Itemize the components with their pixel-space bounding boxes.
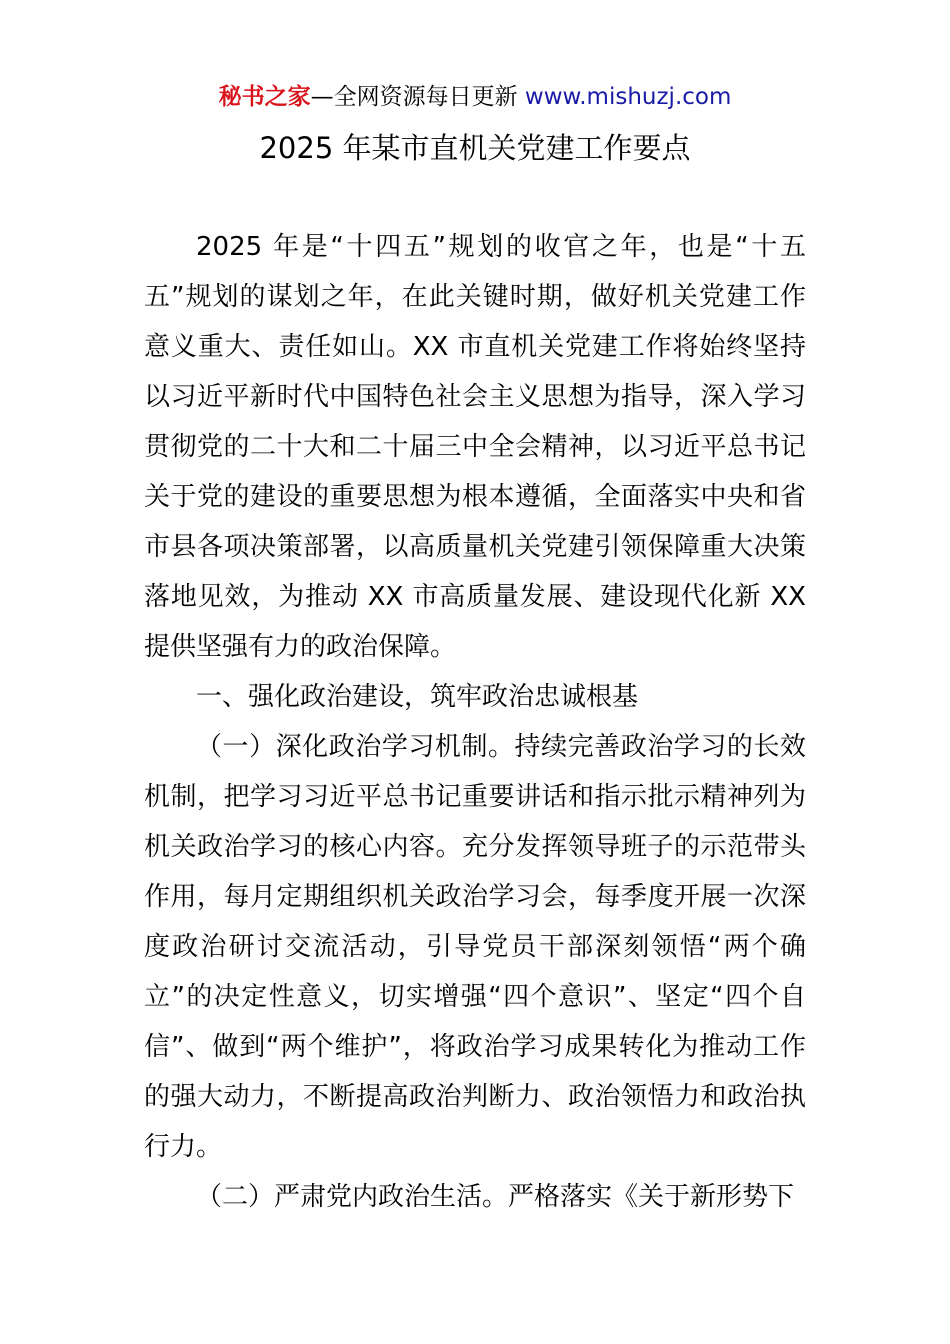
subsection-paragraph: （一）深化政治学习机制。持续完善政治学习的长效机制，把学习习近平总书记重要讲话和指示批示精神列为机关政治学习的核心内容。充分发挥领导班子的示范带头作用，每月定期组织机关政治学习会，每季度开展一次深度政治研讨交流活动，引导党员干部深刻领悟“两个确立”的决定性意义，切实增强“四个意识”、坚定“四个自信”、做到“两个维护”，将政治学习成果转化为推动工作的强大动力，不断提高政治判断力、政治领悟力和政治执行力。 — [144, 732, 806, 1162]
site-header — [0, 80, 950, 114]
subsection-paragraph: （二）严肃党内政治生活。严格落实《关于新形势下 — [196, 1182, 795, 1212]
intro-paragraph: 2025 年是“十四五”规划的收官之年，也是“十五五”规划的谋划之年，在此关键时期，做好机关党建工作意义重大、责任如山。XX 市直机关党建工作将始终坚持以习近平新时代中国特色社会主义思想为指导，深入学习贯彻党的二十大和二十届三中全会精神，以习近平总书记关于党的建设的重要思想为根本遵循，全面落实中央和省市县各项决策部署，以高质量机关党建引领保障重大决策落地见效，为推动 XX 市高质量发展、建设现代化新 XX 提供坚强有力的政治保障。 — [144, 232, 806, 662]
site-brand: 秘书之家 — [218, 84, 311, 110]
document-title: 2025 年某市直机关党建工作要点 — [259, 131, 691, 165]
document-body — [144, 222, 806, 1222]
site-url-link[interactable]: www.mishuzj.com — [524, 84, 732, 110]
section-heading: 一、强化政治建设，筑牢政治忠诚根基 — [196, 682, 639, 712]
site-tagline: —全网资源每日更新 — [310, 84, 525, 110]
